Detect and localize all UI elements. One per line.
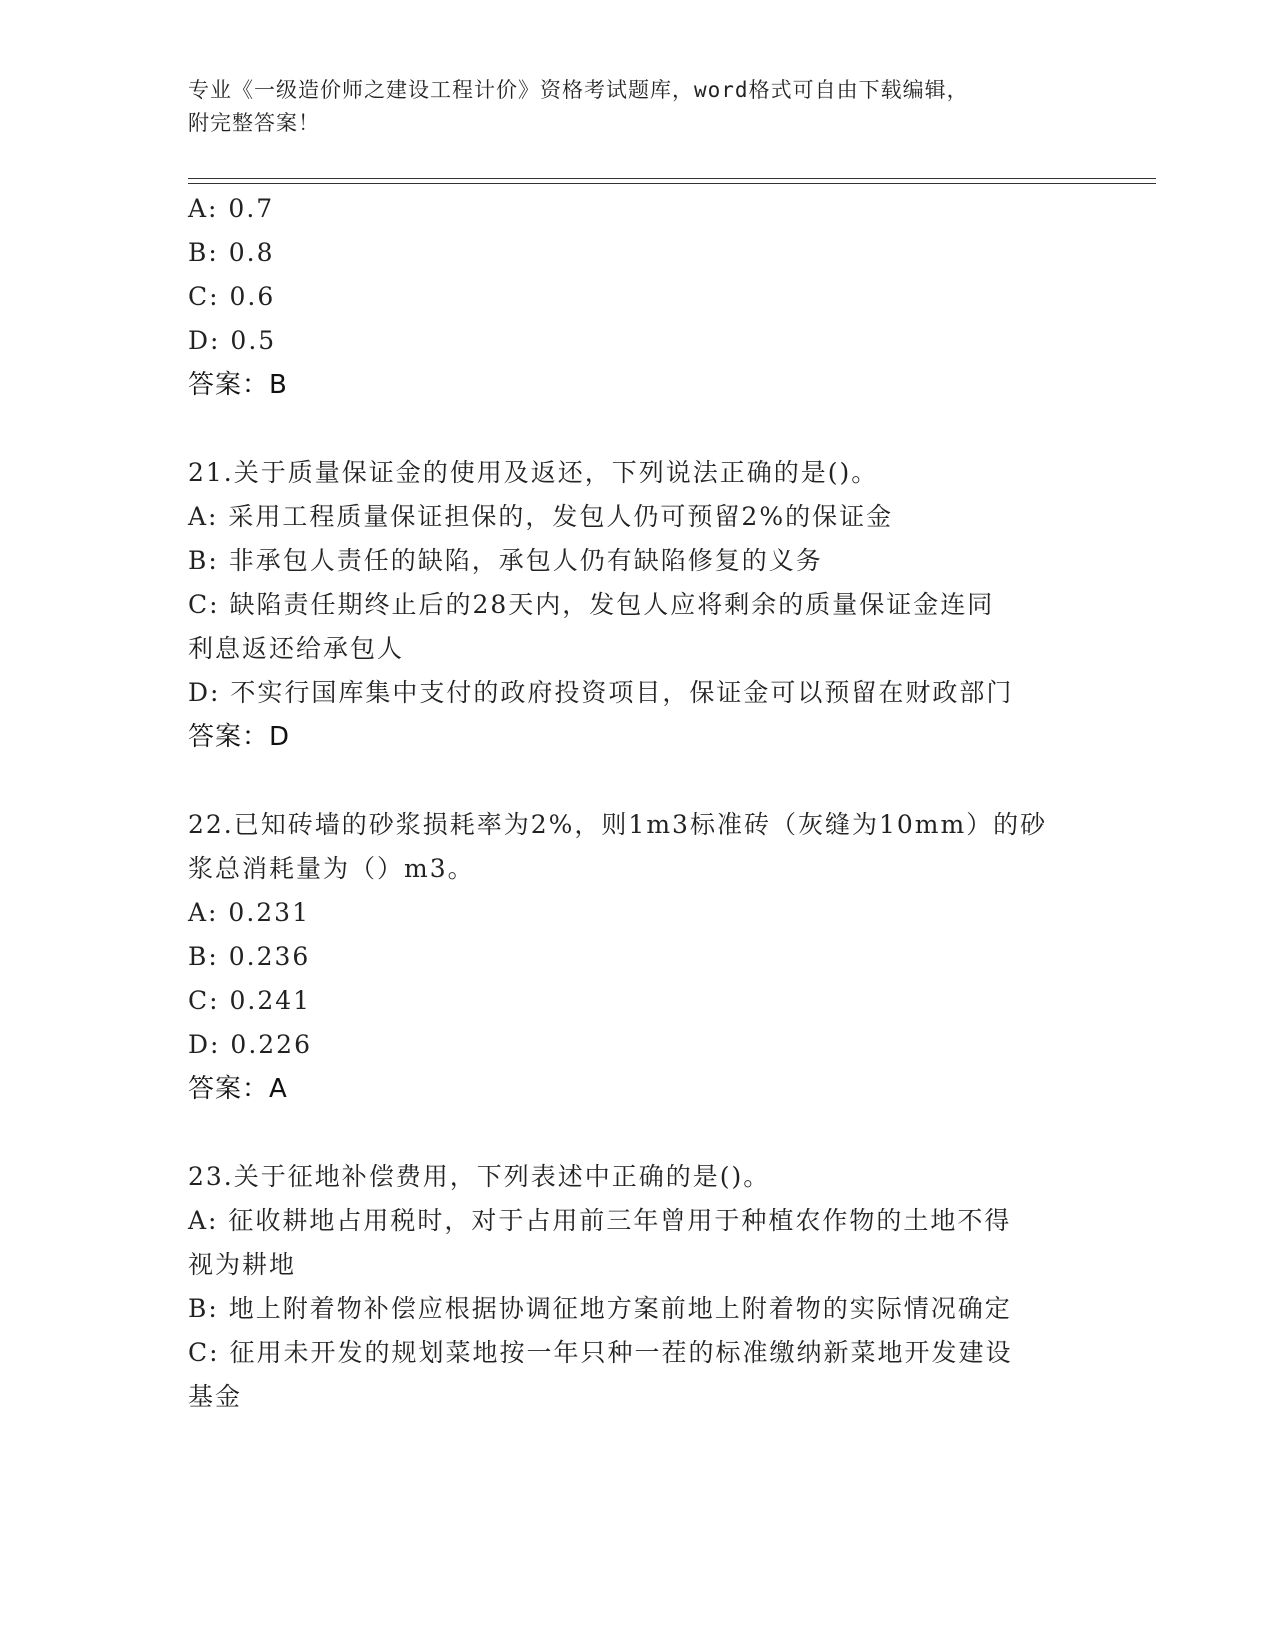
q21-option-d: D: 不实行国库集中支付的政府投资项目，保证金可以预留在财政部门 (188, 678, 1014, 707)
header-title-line1: 专业《一级造价师之建设工程计价》资格考试题库，word格式可自由下载编辑， (188, 78, 969, 102)
prev-question-option-b: B: 0.8 (188, 238, 275, 267)
q23-option-a-line1: A: 征收耕地占用税时，对于占用前三年曾用于种植农作物的土地不得 (188, 1206, 1012, 1235)
prev-question-option-a: A: 0.7 (188, 194, 275, 223)
prev-question-option-c: C: 0.6 (188, 282, 276, 311)
q22-answer: 答案：A (188, 1074, 288, 1104)
q23-option-c-line1: C: 征用未开发的规划菜地按一年只种一茬的标准缴纳新菜地开发建设 (188, 1338, 1013, 1367)
prev-question-option-d: D: 0.5 (188, 326, 277, 355)
header-title-line2: 附完整答案！ (188, 111, 320, 135)
q23-option-c-line2: 基金 (188, 1382, 243, 1411)
q23-option-a-line2: 视为耕地 (188, 1250, 297, 1279)
q22-option-a: A: 0.231 (188, 898, 310, 927)
q22-option-b: B: 0.236 (188, 942, 311, 971)
q21-option-c-line1: C: 缺陷责任期终止后的28天内，发包人应将剩余的质量保证金连同 (188, 590, 995, 619)
header-divider-bottom (188, 183, 1156, 184)
q22-option-d: D: 0.226 (188, 1030, 312, 1059)
q23-option-b: B: 地上附着物补偿应根据协调征地方案前地上附着物的实际情况确定 (188, 1294, 1012, 1323)
q21-option-b: B: 非承包人责任的缺陷，承包人仍有缺陷修复的义务 (188, 546, 823, 575)
q22-stem-line2: 浆总消耗量为（）m3。 (188, 854, 475, 883)
q22-stem-line1: 22.已知砖墙的砂浆损耗率为2%，则1m3标准砖（灰缝为10mm）的砂 (188, 810, 1048, 839)
prev-question-answer: 答案：B (188, 370, 288, 400)
q21-answer: 答案：D (188, 722, 291, 752)
q23-stem: 23.关于征地补偿费用，下列表述中正确的是()。 (188, 1162, 771, 1191)
q21-stem: 21.关于质量保证金的使用及返还，下列说法正确的是()。 (188, 458, 879, 487)
q22-option-c: C: 0.241 (188, 986, 312, 1015)
q21-option-c-line2: 利息返还给承包人 (188, 634, 405, 663)
document-header (188, 74, 1088, 140)
q21-option-a: A: 采用工程质量保证担保的，发包人仍可预留2%的保证金 (188, 502, 894, 531)
header-divider-top (188, 178, 1156, 179)
